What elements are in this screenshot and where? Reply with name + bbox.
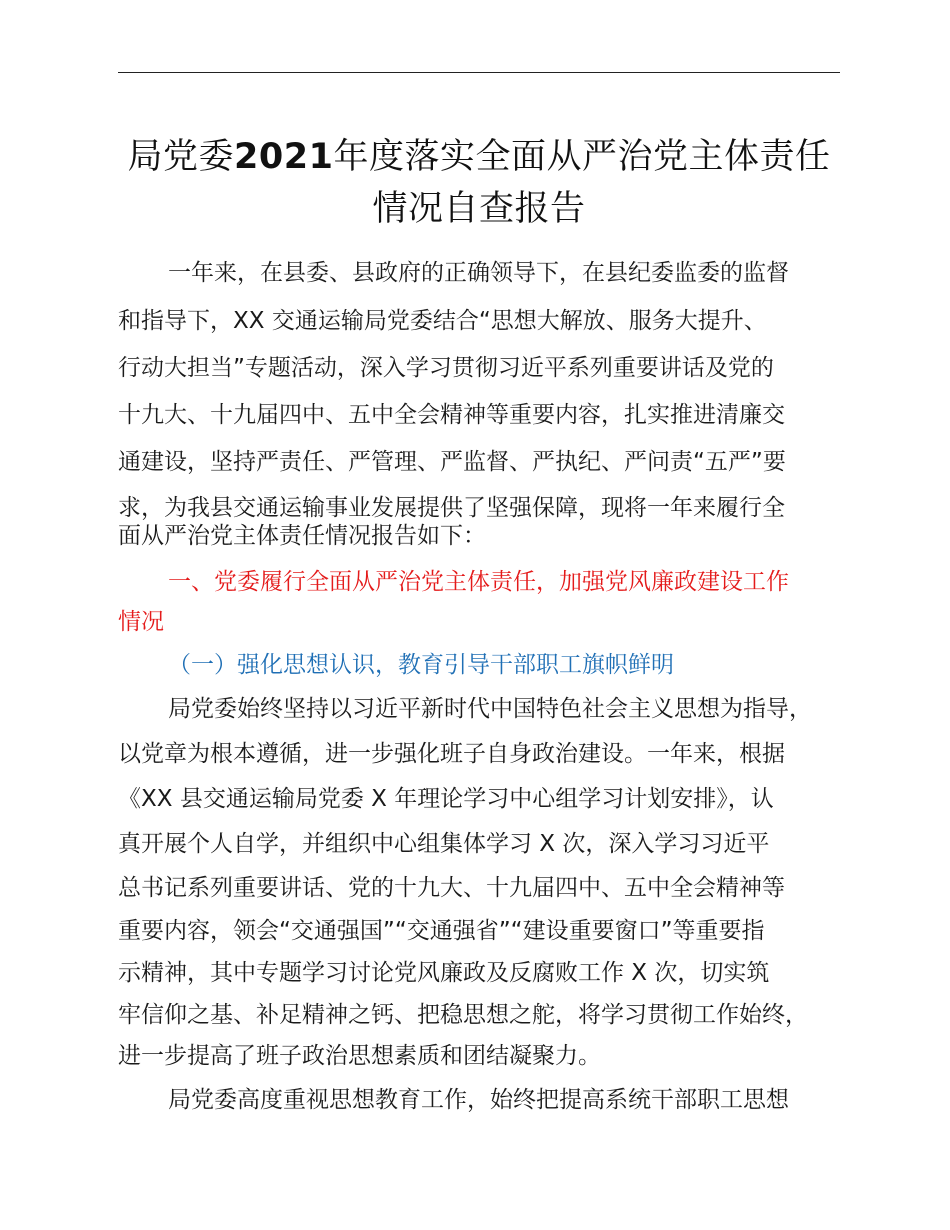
para-line-2: 以党章为根本遵循，进一步强化班子自身政治建设。一年来，根据 [118, 741, 785, 767]
title-prefix: 局党委 [127, 137, 235, 177]
para-line-9: 进一步提高了班子政治思想素质和团结凝聚力。 [118, 1043, 601, 1069]
section-heading-1: 一、党委履行全面从严治党主体责任，加强党风廉政建设工作 [168, 569, 789, 595]
title-suffix: 年度落实全面从严治党主体责任 [333, 137, 831, 177]
para-line-7: 示精神，其中专题学习讨论党风廉政及反腐败工作 X 次，切实筑 [118, 960, 770, 986]
intro-line-5: 通建设，坚持严责任、严管理、严监督、严执纪、严问责“五严”要 [118, 449, 786, 475]
intro-line-7: 面从严治党主体责任情况报告如下： [118, 523, 486, 549]
section-heading-1-cont: 情况 [118, 609, 164, 635]
header-rule [118, 72, 840, 73]
intro-line-3: 行动大担当”专题活动，深入学习贯彻习近平系列重要讲话及党的 [118, 355, 774, 381]
title-year: 2021 [234, 137, 334, 177]
para-line-3: 《XX 县交通运输局党委 X 年理论学习中心组学习计划安排》，认 [118, 786, 774, 812]
para-line-5: 总书记系列重要讲话、党的十九大、十九届四中、五中全会精神等 [118, 875, 785, 901]
title-line-1 [118, 131, 840, 183]
intro-line-1: 一年来，在县委、县政府的正确领导下，在县纪委监委的监督 [168, 260, 789, 286]
para-line-4: 真开展个人自学，并组织中心组集体学习 X 次，深入学习习近平 [118, 831, 770, 857]
para-line-8: 牢信仰之基、补足精神之钙、把稳思想之舵，将学习贯彻工作始终， [118, 1002, 808, 1028]
intro-line-4: 十九大、十九届四中、五中全会精神等重要内容，扎实推进清廉交 [118, 402, 785, 428]
intro-line-6: 求，为我县交通运输事业发展提供了坚强保障，现将一年来履行全 [118, 495, 785, 521]
para-line-6: 重要内容，领会“交通强国”“交通强省”“建设重要窗口”等重要指 [118, 918, 765, 944]
para2-line-1: 局党委高度重视思想教育工作，始终把提高系统干部职工思想 [168, 1087, 789, 1113]
subsection-heading-1: （一）强化思想认识，教育引导干部职工旗帜鲜明 [168, 652, 674, 678]
para-line-1: 局党委始终坚持以习近平新时代中国特色社会主义思想为指导， [168, 696, 812, 722]
title-line-2: 情况自查报告 [372, 189, 586, 229]
page-title [118, 131, 840, 235]
intro-line-2: 和指导下，XX 交通运输局党委结合“思想大解放、服务大提升、 [118, 308, 767, 334]
